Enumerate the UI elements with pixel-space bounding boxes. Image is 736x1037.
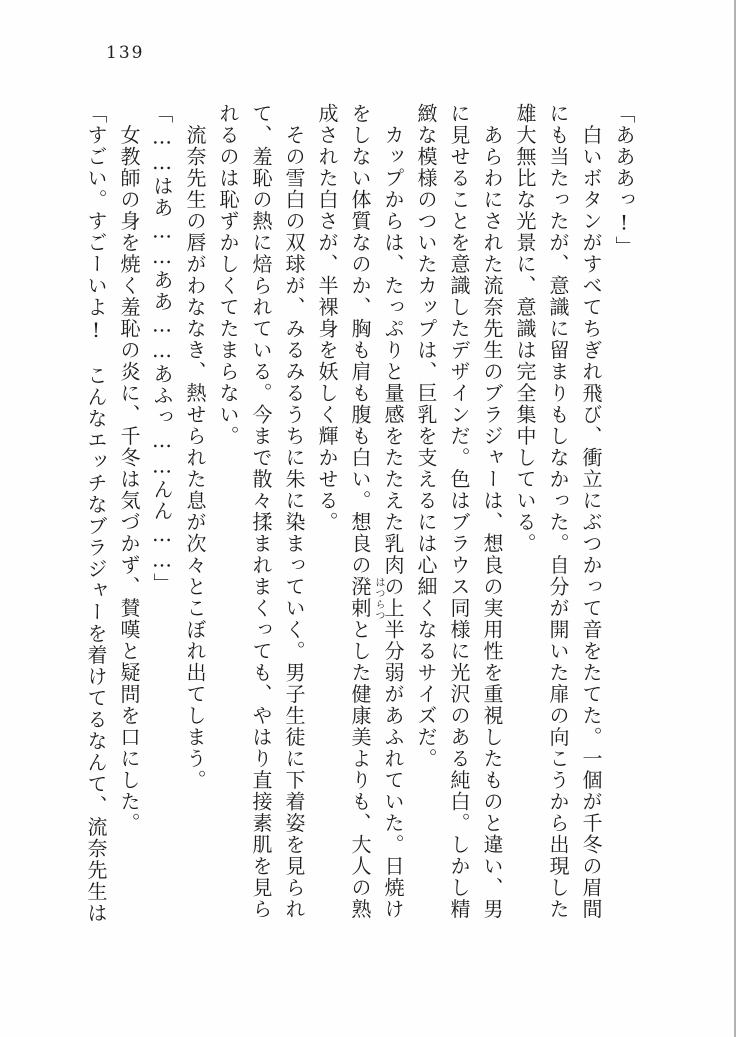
text-line-1: 「あああっ!」 xyxy=(612,103,636,258)
text-line-6: に見せることを意識したデザインだ。色はブラウス同様に光沢のある純白。しかし精 xyxy=(447,103,471,920)
text-line-10: 成された白さが、半裸身を妖しく輝かせる。 xyxy=(315,103,339,533)
text-line-16: 女教師の身を焼く羞恥の炎に、千冬は気づかず、賛嘆と疑問を口にした。 xyxy=(117,103,141,834)
furigana-annotation: はつらつ xyxy=(373,577,384,621)
text-line-3: にも当たったが、意識に留まりもしなかった。自分が開いた扉の向こうから出現した xyxy=(546,103,570,920)
text-line-5: あらわにされた流奈先生のブラジャーは、想良の実用性を重視したものと違い、男 xyxy=(480,103,504,920)
text-line-8: カップからは、たっぷりと量感をたたえた乳肉の上半分弱があふれていた。日焼け xyxy=(381,103,405,920)
text-line-9: をしない体質なのか、胸も肩も腹も白い。想良の溌剌とした健康美よりも、大人の熟 xyxy=(348,103,372,920)
page-number: 139 xyxy=(106,43,145,63)
text-line-13: れるのは恥ずかしくてたまらない。 xyxy=(216,103,240,447)
text-line-7: 緻な模様のついたカップは、巨乳を支えるには心細くなるサイズだ。 xyxy=(414,103,438,770)
vertical-text-block xyxy=(79,103,640,927)
text-line-12: て、羞恥の熱に焙られている。今まで散々揉まれまくっても、やはり直接素肌を見ら xyxy=(249,103,273,920)
text-line-4: 雄大無比な光景に、意識は完全集中している。 xyxy=(513,103,537,555)
text-line-15: 「……はあ……ああ……あふっ……んん……」 xyxy=(150,103,174,595)
text-line-17: 「すごい。すごーいよ! こんなエッチなブラジャーを着けてるなんて、流奈先生は xyxy=(84,103,108,924)
text-line-2: 白いボタンがすべてちぎれ飛び、衝立にぶつかって音をたてた。一個が千冬の眉間 xyxy=(579,103,603,920)
text-line-14: 流奈先生の唇がわななき、熱せられた息が次々とこぼれ出てしまう。 xyxy=(183,103,207,791)
text-line-11: その雪白の双球が、みるみるうちに朱に染まっていく。男子生徒に下着姿を見られ xyxy=(282,103,306,920)
